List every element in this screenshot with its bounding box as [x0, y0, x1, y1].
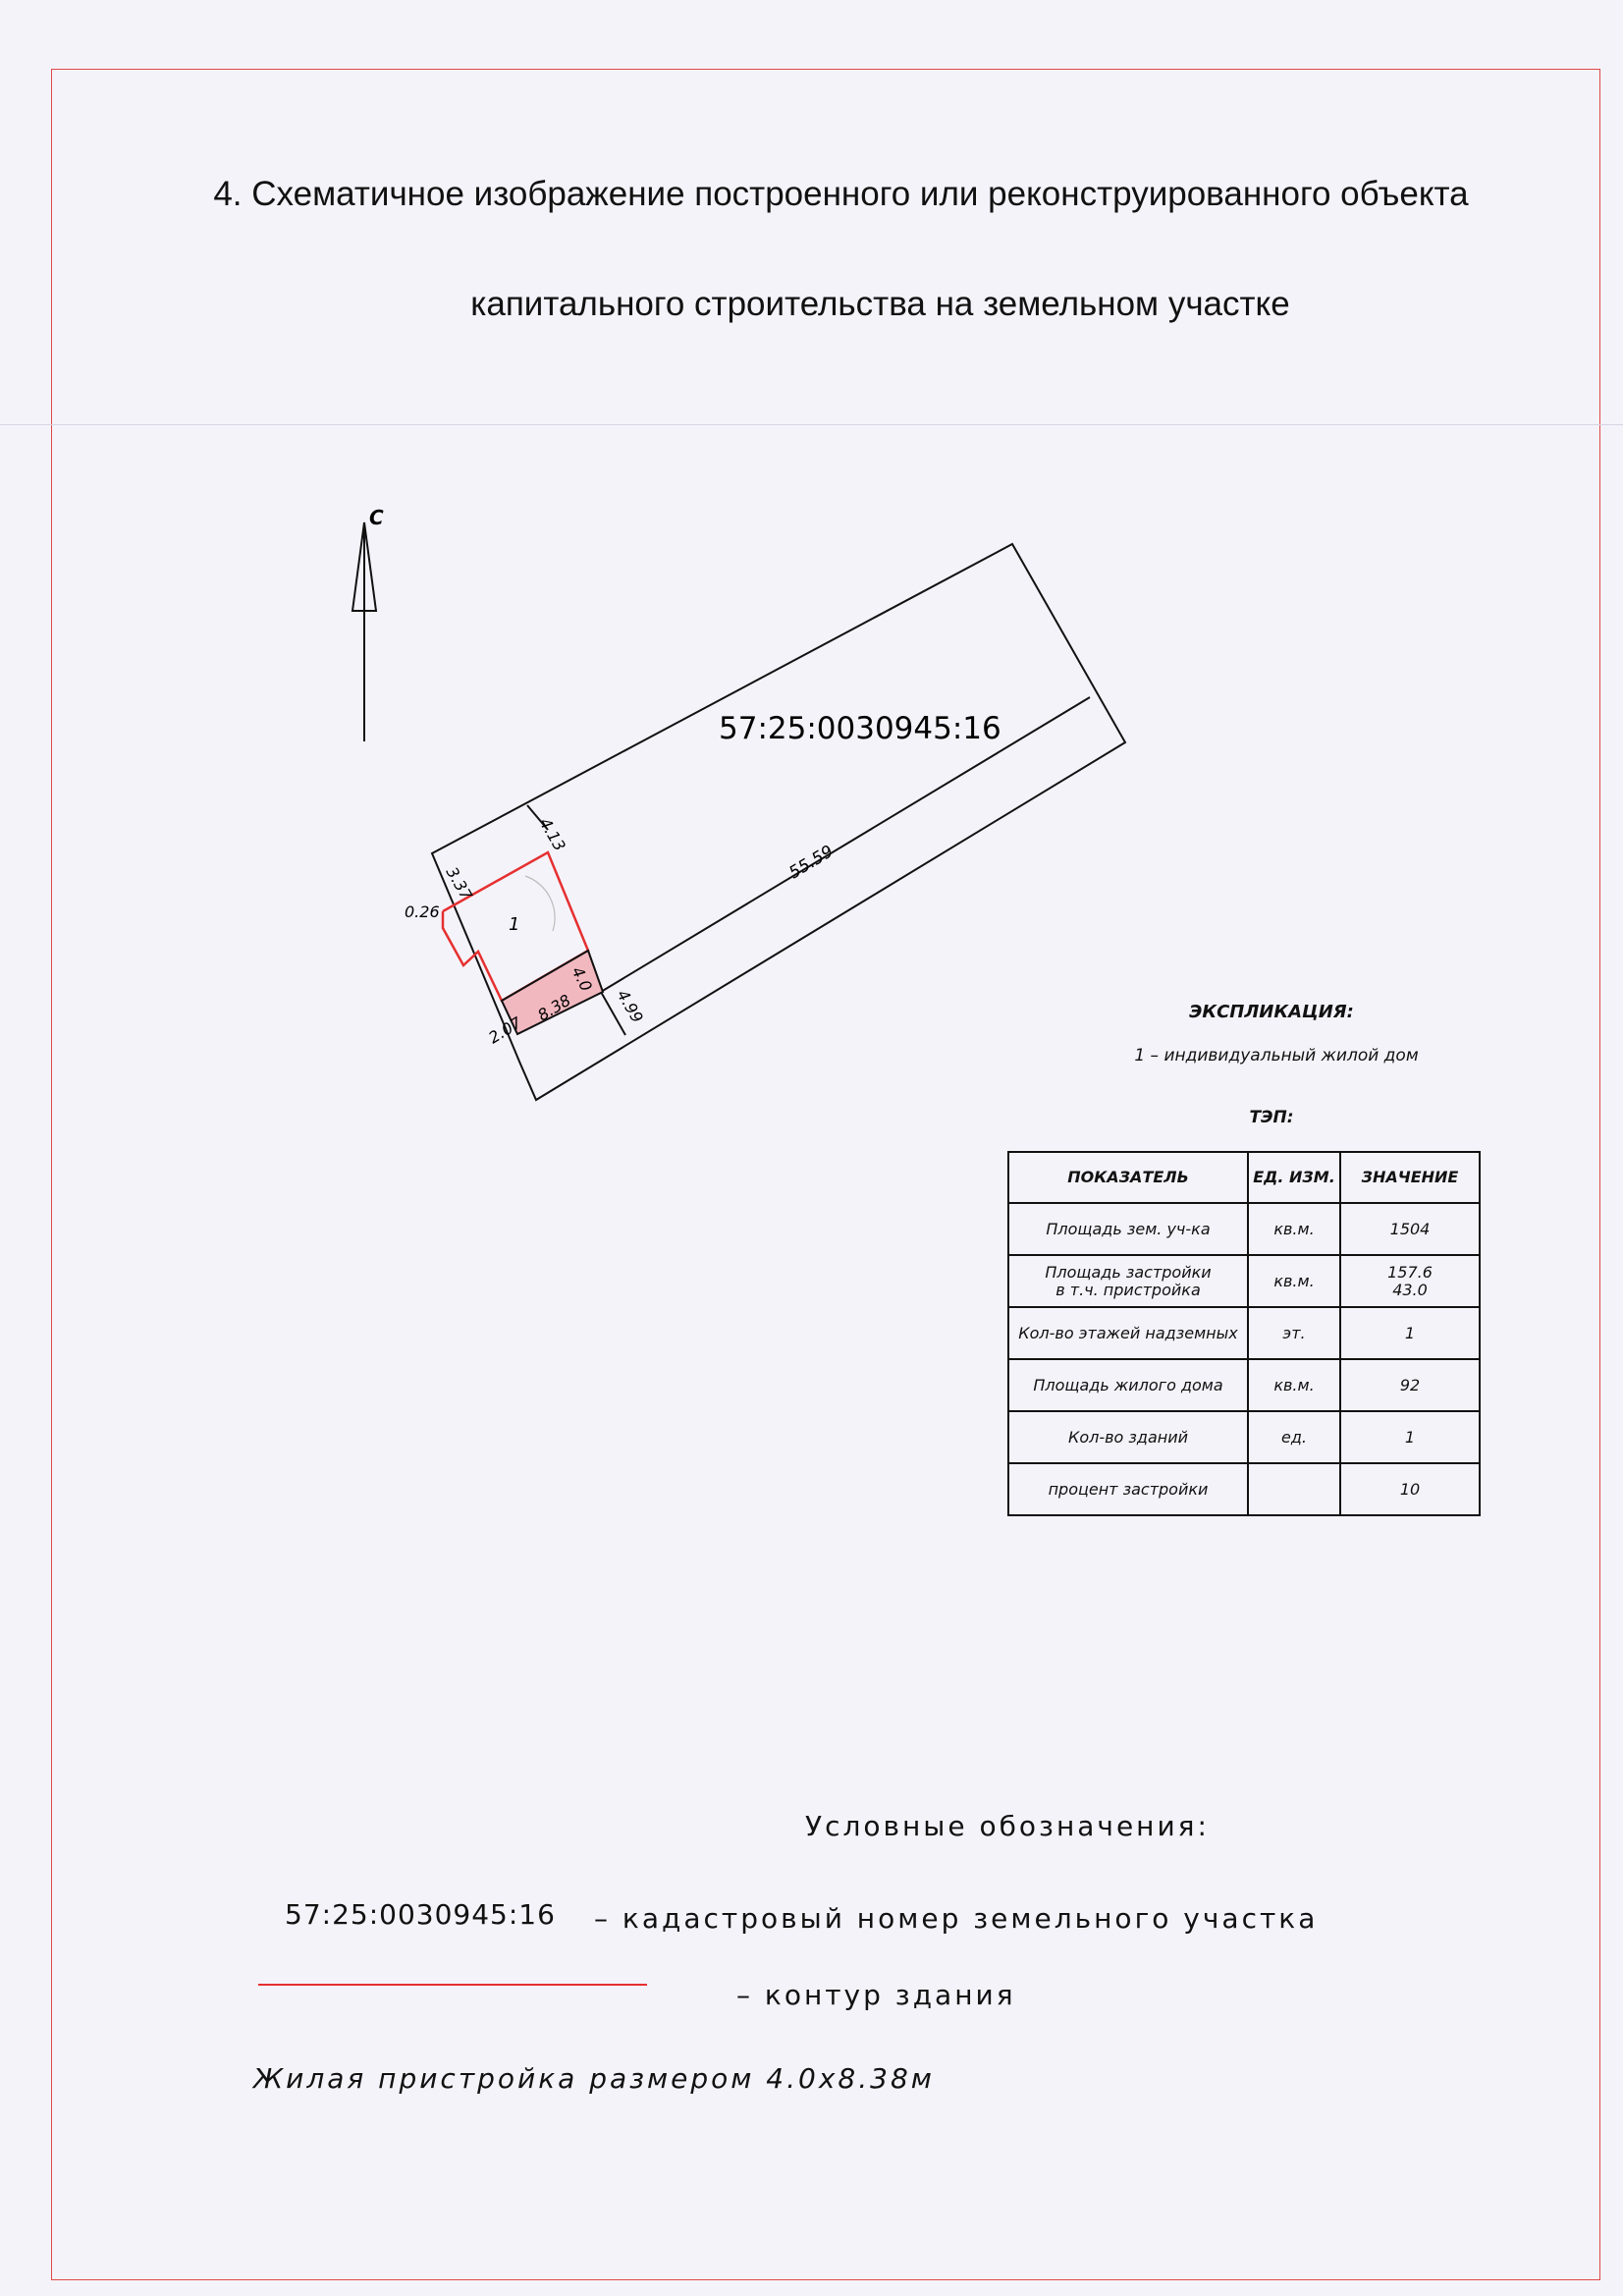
dim-026: 0.26: [405, 902, 440, 921]
legend-cadastral-number: 57:25:0030945:16: [285, 1898, 556, 1931]
north-label: С: [369, 506, 384, 529]
table-row: [1008, 1255, 1480, 1307]
tep-header-cell: ПОКАЗАТЕЛЬ: [1008, 1152, 1248, 1203]
table-row: [1008, 1359, 1480, 1411]
tep-cell-value-line: 157.6: [1387, 1262, 1433, 1282]
tep-cell-value: 1504: [1340, 1203, 1480, 1255]
legend-contour-line: [258, 1984, 647, 1986]
page-title-line-1: 4. Схематичное изображение построенного или реконструированного объекта: [213, 175, 1469, 213]
explication-item: 1 – индивидуальный жилой дом: [1134, 1046, 1419, 1066]
tep-cell-unit: ед.: [1248, 1411, 1340, 1463]
fold-line: [0, 424, 1623, 425]
tep-cell-name: [1008, 1255, 1248, 1307]
tep-cell-name: Кол-во этажей надземных: [1008, 1307, 1248, 1359]
dim-long-side: 55.59: [785, 842, 838, 884]
table-row: [1008, 1307, 1480, 1359]
dim-207: 2.07: [485, 1012, 525, 1048]
tep-table: [1007, 1151, 1481, 1516]
table-row: [1008, 1203, 1480, 1255]
tep-header-row: [1008, 1152, 1480, 1203]
tep-cell-name: Площадь жилого дома: [1008, 1359, 1248, 1411]
page-title-line-2: капитального строительства на земельном участке: [470, 285, 1290, 323]
tep-cell-name-line: Площадь застройки: [1045, 1262, 1212, 1282]
extension-note: Жилая пристройка размером 4.0х8.38м: [253, 2062, 935, 2095]
tep-cell-unit: кв.м.: [1248, 1255, 1340, 1307]
dim-413: 4.13: [535, 814, 569, 854]
tep-cell-unit: [1248, 1463, 1340, 1515]
tep-cell-name-line: в т.ч. пристройка: [1055, 1280, 1201, 1299]
dim-838: 8.38: [534, 990, 574, 1025]
tep-cell-name: Кол-во зданий: [1008, 1411, 1248, 1463]
dim-337: 3.37: [442, 863, 476, 903]
tep-cell-name: процент застройки: [1008, 1463, 1248, 1515]
dim-40: 4.0: [568, 963, 596, 995]
tep-cell-value: 1: [1340, 1307, 1480, 1359]
plan-cadastral-number: 57:25:0030945:16: [719, 711, 1001, 746]
tep-cell-value: 92: [1340, 1359, 1480, 1411]
tep-title: ТЭП:: [1249, 1108, 1294, 1127]
building-arc: [525, 876, 555, 931]
tep-cell-value-line: 43.0: [1392, 1280, 1428, 1299]
site-plan: [324, 491, 1168, 1129]
legend-contour-desc: – контур здания: [736, 1979, 1016, 2011]
explication-title: ЭКСПЛИКАЦИЯ:: [1189, 1002, 1354, 1022]
table-row: [1008, 1411, 1480, 1463]
tep-cell-unit: эт.: [1248, 1307, 1340, 1359]
tep-cell-name: Площадь зем. уч-ка: [1008, 1203, 1248, 1255]
building-number: 1: [509, 914, 520, 935]
table-row: [1008, 1463, 1480, 1515]
dim-499: 4.99: [613, 986, 647, 1026]
tep-cell-value: 1: [1340, 1411, 1480, 1463]
north-arrow-icon: [352, 522, 376, 741]
tep-cell-unit: кв.м.: [1248, 1359, 1340, 1411]
legend-title: Условные обозначения:: [805, 1810, 1210, 1842]
tep-cell-unit: кв.м.: [1248, 1203, 1340, 1255]
tep-header-cell: ЕД. ИЗМ.: [1248, 1152, 1340, 1203]
tep-cell-value: [1340, 1255, 1480, 1307]
tep-header-cell: ЗНАЧЕНИЕ: [1340, 1152, 1480, 1203]
tep-cell-value: 10: [1340, 1463, 1480, 1515]
legend-cadastral-desc: – кадастровый номер земельного участка: [594, 1902, 1319, 1935]
